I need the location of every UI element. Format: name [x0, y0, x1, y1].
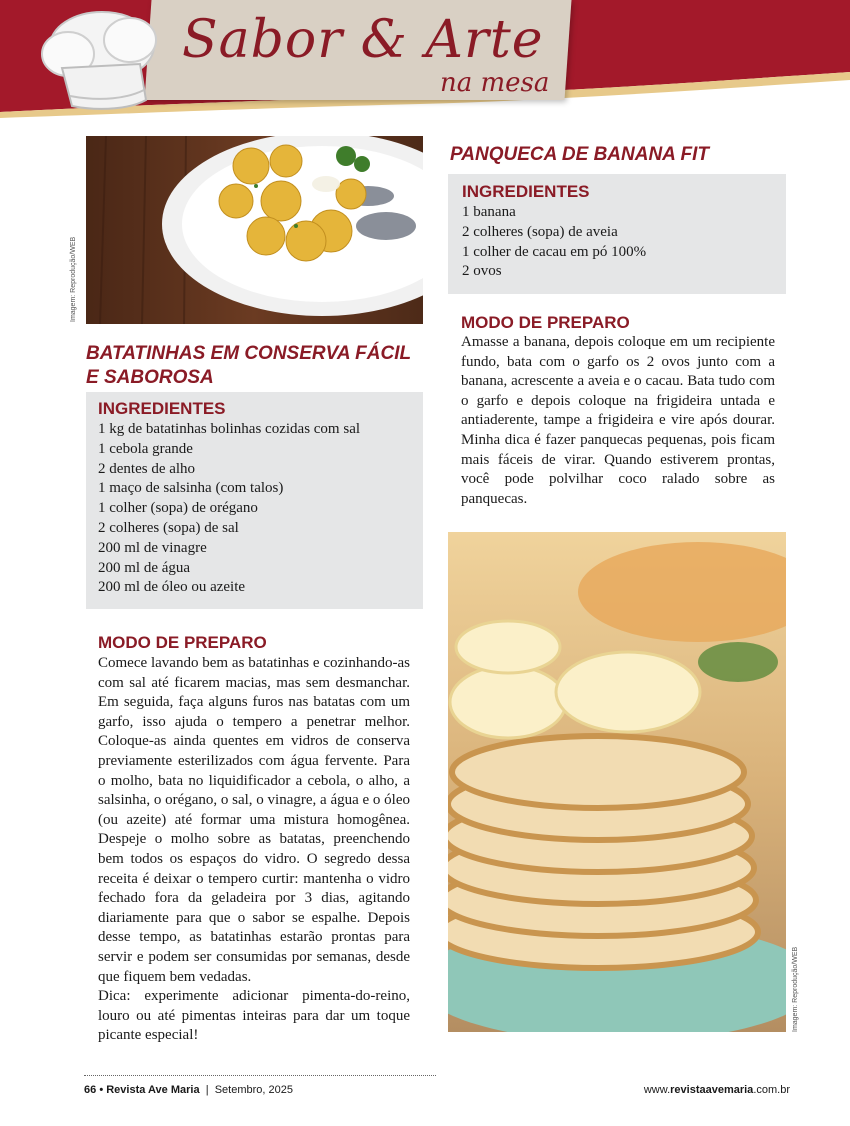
ingredient-item: 1 colher (sopa) de orégano [98, 500, 258, 517]
ingredients-heading: INGREDIENTES [462, 182, 590, 201]
url-domain: revistaavemaria [670, 1084, 754, 1096]
photo-credit: Imagem: Reprodução/WEB [792, 946, 799, 1032]
method-text [98, 654, 410, 1046]
url-suffix: .com.br [753, 1084, 790, 1096]
method-heading: MODO DE PREPARO [461, 313, 630, 332]
page-number: 66 [84, 1084, 97, 1096]
method-paragraph: Comece lavando bem as batatinhas e cozinhando-as com sal até ficarem macias, mas sem desmanchar. Em seguida, faça alguns furos nas batatas com um garfo, isso ajuda o tempero a penetrar melhor. Coloque-as ainda quentes em vidros de conserva previamente esterilizados com água fervente. Para o molho, bata no liquidificador a cebola, o alho, a salsinha, o orégano, o sal, o vinagre, a água e o óleo (ou azeite) até formar uma mistura homogênea. Despeje o molho sobre as batatas, preenchendo bem todos os espaços do vidro. O segredo dessa receita é deixar o tempero curtir: mantenha o vidro fechado fora da geladeira por 3 dias, agitando diariamente para que o sabor se espalhe. Depois desse tempo, as batatinhas estarão prontas para servir e podem ser consumidas por semanas, desde que fiquem bem vedadas. [98, 655, 410, 985]
ingredient-item: 200 ml de óleo ou azeite [98, 579, 246, 596]
chef-hat-icon [22, 6, 162, 114]
magazine-name: Revista Ave Maria [106, 1084, 200, 1096]
photo-credit: Imagem: Reprodução/WEB [70, 236, 77, 322]
tip-paragraph: Dica: experimente adicionar pimenta-do-reino, louro ou até pimentas inteiras para dar um toque picante especial! [98, 988, 410, 1044]
recipe-title: PANQUECA DE BANANA FIT [450, 144, 709, 165]
url-prefix: www. [643, 1084, 671, 1096]
ingredients-box [448, 174, 786, 294]
ingredients-box [86, 392, 423, 609]
ingredient-item: 1 colher de cacau em pó 100% [462, 243, 647, 260]
ingredient-item: 1 kg de batatinhas bolinhas cozidas com sal [98, 421, 361, 437]
page-header [0, 0, 850, 118]
ingredient-item: 1 maço de salsinha (com talos) [98, 480, 284, 497]
footer-divider [84, 1075, 436, 1076]
footer-publication [84, 1084, 293, 1096]
issue-date: Setembro, 2025 [214, 1084, 293, 1096]
ingredient-item: 1 cebola grande [98, 440, 193, 457]
ingredient-item: 200 ml de vinagre [98, 539, 207, 556]
method-text: Amasse a banana, depois coloque em um recipiente fundo, bata com o garfo os 2 ovos junto com a banana, acrescente a aveia e o cacau. Bata tudo com o garfo e depois coloque na frigideira untada e antiaderente, tampe a frigideira e vire após dourar. Minha dica é fazer panquecas pequenas, pois ficam mais fáceis de virar. Quando estiverem prontas, você pode polvilhar coco ralado sobre as panquecas. [461, 334, 775, 507]
footer-website[interactable] [644, 1084, 790, 1096]
ingredient-item: 1 banana [462, 204, 516, 220]
footer-bullet: • [99, 1084, 104, 1096]
ingredient-item: 2 colheres (sopa) de sal [98, 519, 239, 536]
ingredient-item: 2 ovos [462, 263, 502, 280]
pancakes-photo [448, 532, 786, 1032]
section-title: Sabor & Arte [182, 10, 544, 70]
ingredient-item: 200 ml de água [98, 559, 191, 576]
ingredient-item: 2 colheres (sopa) de aveia [462, 223, 618, 240]
recipe-title: BATATINHAS EM CONSERVA FÁCIL E SABOROSA [86, 343, 411, 388]
footer-separator: | [202, 1084, 212, 1096]
potatoes-photo [86, 136, 423, 324]
method-heading: MODO DE PREPARO [98, 633, 267, 652]
ingredient-item: 2 dentes de alho [98, 460, 196, 477]
section-subtitle: na mesa [440, 68, 550, 98]
ingredients-list [462, 203, 646, 282]
ingredients-heading: INGREDIENTES [98, 399, 226, 418]
ingredients-list [98, 420, 360, 598]
